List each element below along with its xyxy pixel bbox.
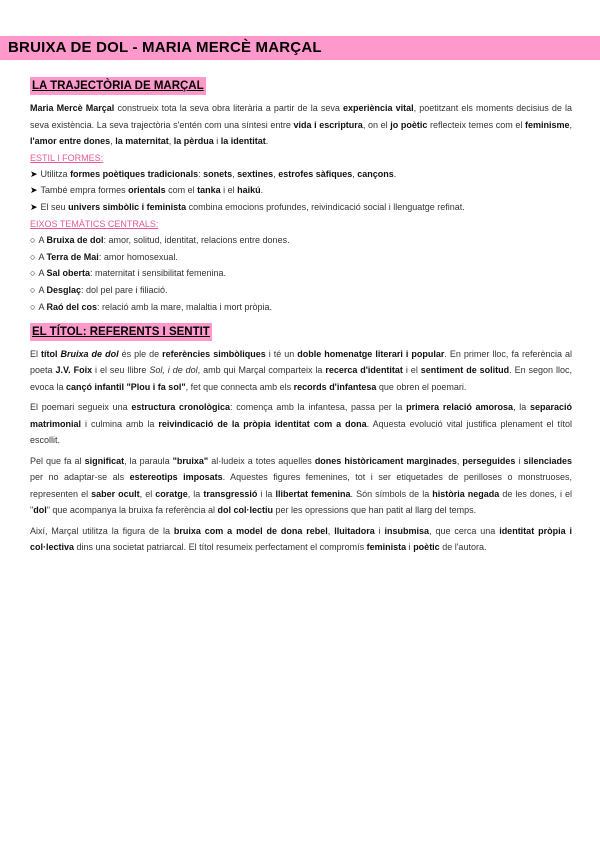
text-run: , <box>273 168 279 179</box>
intro-paragraph <box>30 100 572 150</box>
text-run: estrofes sàfiques <box>278 168 353 179</box>
text-run: Així, Marçal utilitza la figura de la <box>30 525 174 536</box>
text-run: dones històricament marginades <box>314 455 457 466</box>
text-run: reflecteix temes com el <box>427 119 525 130</box>
section-heading-trajectoria: LA TRAJECTÒRIA DE MARÇAL <box>30 77 206 95</box>
text-run: recerca d'identitat <box>325 365 403 376</box>
text-run: perseguides <box>462 455 516 466</box>
text-run: , <box>327 525 335 536</box>
text-run: saber ocult <box>91 488 140 499</box>
text-run: : <box>198 168 204 179</box>
text-run: . Aquesta evolució vital justifica plenament el títol escollit. <box>30 418 573 446</box>
section-heading-titol: EL TÍTOL: REFERENTS I SENTIT <box>30 323 212 341</box>
text-run: , on el <box>362 119 391 130</box>
list-item <box>30 199 572 216</box>
list-item <box>30 166 572 183</box>
text-run: , que cerca una <box>429 525 500 536</box>
text-run: experiència vital <box>342 103 414 113</box>
text-run: estructura cronològica <box>131 402 231 413</box>
text-run: : comença amb la infantesa, passa per la <box>230 402 407 413</box>
title-paragraph-2 <box>30 399 572 449</box>
text-run: , la paraula <box>124 455 173 466</box>
text-run: al·ludeix a totes aquelles <box>208 455 315 466</box>
text-run: També empra formes <box>40 185 129 196</box>
text-run: silenciades <box>523 455 572 466</box>
text-run: El poemari segueix una <box>30 402 132 413</box>
title-paragraph-1 <box>30 346 572 396</box>
text-run: identitat pròpia i col·lectiva <box>30 525 572 553</box>
text-run: , <box>569 119 572 130</box>
text-run: A <box>38 234 47 245</box>
text-run: cançó infantil "Plou i fa sol" <box>66 381 186 392</box>
text-run: , <box>352 168 358 179</box>
text-run: lluitadora <box>334 525 375 536</box>
document-body <box>30 76 572 556</box>
themes-subheading: EIXOS TEMÀTICS CENTRALS: <box>30 218 159 229</box>
section-titol <box>30 322 572 556</box>
list-item <box>30 232 572 249</box>
text-run: doble homenatge literari i popular <box>297 348 445 359</box>
text-run: separació matrimonial <box>30 402 572 429</box>
text-run: l'amor entre dones <box>30 136 111 146</box>
text-run: Sal oberta <box>46 268 90 279</box>
text-run: i la <box>257 488 276 499</box>
text-run: . Aquestes figures femenines, tot i ser etiquetades de perilloses o monstruoses, representen el <box>30 472 572 499</box>
text-run: , <box>456 455 463 466</box>
text-run: . En segon lloc, evoca la <box>30 365 573 392</box>
text-run: dol col·lectiu <box>217 505 274 516</box>
text-run: , la <box>187 488 204 499</box>
text-run: la maternitat <box>115 136 169 146</box>
text-run: feminisme <box>524 119 570 130</box>
text-run: Terra de Mai <box>46 251 99 262</box>
bullet-icon: ○ <box>30 234 36 245</box>
text-run: Sol, i de dol <box>149 365 198 376</box>
text-run: i té un <box>265 348 298 359</box>
text-run: i el <box>402 365 421 376</box>
text-run: A <box>38 302 47 313</box>
text-run: J.V. Foix <box>55 365 93 376</box>
text-run: : dol pel pare i filiació. <box>80 285 168 296</box>
text-run: títol <box>41 348 61 359</box>
text-run: sentiment de solitud <box>420 365 510 376</box>
text-run: transgressió <box>203 488 258 499</box>
document-title: BRUIXA DE DOL - MARIA MERCÈ MARÇAL <box>8 39 322 56</box>
text-run: A <box>38 268 47 279</box>
text-run: bruixa com a model de dona rebel <box>173 525 328 536</box>
bullet-icon: ○ <box>30 251 36 262</box>
text-run: univers simbòlic i feminista <box>68 202 187 213</box>
bullet-icon: ○ <box>30 268 36 279</box>
text-run: , amb qui Marçal comparteix la <box>197 365 326 376</box>
text-run: de l'autora. <box>439 542 487 553</box>
text-run: i culmina amb la <box>81 418 159 429</box>
text-run: , <box>232 168 238 179</box>
text-run: per les opressions que han patit al llarg del temps. <box>273 505 477 516</box>
bullet-icon: ○ <box>30 285 36 296</box>
text-run: dins una societat patriarcal. El títol resumeix perfectament el compromís <box>74 542 367 553</box>
text-run: sextines <box>237 168 274 179</box>
text-run: que obren el poemari. <box>376 381 467 392</box>
themes-list <box>30 232 572 316</box>
text-run: i <box>515 455 524 466</box>
bullet-icon: ○ <box>30 302 36 313</box>
bullet-icon: ➤ <box>30 168 38 179</box>
text-run: Desglaç <box>46 285 81 296</box>
text-run: Raó del cos <box>46 302 97 313</box>
text-run: . <box>260 185 264 196</box>
text-run: : relació amb la mare, malaltia i mort pròpia. <box>96 302 273 313</box>
title-paragraph-3 <box>30 453 572 519</box>
text-run: El seu <box>40 202 69 213</box>
list-item <box>30 299 572 316</box>
text-run: , el <box>139 488 156 499</box>
text-run: dol <box>33 505 47 516</box>
text-run: , fet que connecta amb els <box>185 381 294 392</box>
text-run: " que acompanya la bruixa fa referència al <box>46 505 218 516</box>
text-run: . Són símbols de la <box>350 488 433 499</box>
text-run: . <box>265 136 269 146</box>
text-run: la pèrdua <box>173 136 214 146</box>
text-run: orientals <box>128 185 166 196</box>
text-run: combina emocions profundes, reivindicació social i llenguatge refinat. <box>186 202 465 213</box>
text-run: significat <box>84 455 125 466</box>
text-run: reivindicació de la pròpia identitat com a dona <box>158 418 367 429</box>
text-run: , <box>168 136 174 146</box>
text-run: Bruixa de dol <box>46 234 104 245</box>
text-run: , <box>110 136 116 146</box>
text-run: cançons <box>357 168 394 179</box>
text-run: El <box>30 348 42 359</box>
text-run: poètic <box>413 542 440 553</box>
text-run: . En primer lloc, fa referència al poeta <box>30 348 572 376</box>
section-trajectoria <box>30 76 572 316</box>
bullet-icon: ➤ <box>30 202 38 213</box>
bullet-icon: ➤ <box>30 185 38 196</box>
style-subheading: ESTIL I FORMES: <box>30 152 104 163</box>
list-item <box>30 265 572 282</box>
text-run: referències simbòliques <box>162 348 266 359</box>
text-run: : maternitat i sensibilitat femenina. <box>89 268 227 279</box>
text-run: i el seu llibre <box>92 365 150 376</box>
text-run: història negada <box>432 488 500 499</box>
text-run: . <box>393 168 397 179</box>
title-paragraph-4 <box>30 523 572 556</box>
text-run: sonets <box>203 168 233 179</box>
text-run: jo poètic <box>390 119 428 130</box>
style-list <box>30 166 572 216</box>
text-run: construeix tota la seva obra literària a partir de la seva <box>114 103 343 113</box>
text-run: : amor, solitud, identitat, relacions entre dones. <box>103 234 290 245</box>
text-run: primera relació amorosa <box>406 402 514 413</box>
text-run: haikú <box>237 185 261 196</box>
text-run: llibertat femenina <box>275 488 351 499</box>
text-run: insubmisa <box>384 525 430 536</box>
list-item <box>30 249 572 266</box>
title-bar <box>0 36 600 60</box>
text-run: tanka <box>197 185 221 196</box>
text-run: , la <box>513 402 530 413</box>
text-run: Utilitza <box>40 168 71 179</box>
text-run: vida i escriptura <box>293 119 363 130</box>
text-run: estereotips imposats <box>129 472 223 483</box>
text-run: de les dones, i el " <box>30 488 573 516</box>
text-run: i el <box>220 185 238 196</box>
text-run: per no adaptar-se als <box>30 472 130 483</box>
text-run: A <box>38 285 47 296</box>
text-run: records d'infantesa <box>293 381 377 392</box>
text-run: i <box>374 525 385 536</box>
list-item <box>30 282 572 299</box>
text-run: i <box>406 542 414 553</box>
text-run: i <box>213 136 221 146</box>
text-run: : amor homosexual. <box>98 251 178 262</box>
text-run: "bruixa" <box>172 455 209 466</box>
text-run: , poetitzant els moments decisius de la seva existència. La seva trajectòria s'entén com una síntesi entre <box>30 103 572 130</box>
list-item <box>30 182 572 199</box>
text-run: coratge <box>155 488 188 499</box>
text-run: A <box>38 251 47 262</box>
text-run: com el <box>165 185 198 196</box>
text-run: Bruixa de dol <box>60 348 119 359</box>
text-run: Maria Mercè Marçal <box>30 103 115 113</box>
text-run: Pel que fa al <box>30 455 85 466</box>
text-run: la identitat <box>220 136 266 146</box>
text-run: formes poètiques tradicionals <box>70 168 199 179</box>
text-run: feminista <box>366 542 407 553</box>
text-run: és ple de <box>118 348 163 359</box>
